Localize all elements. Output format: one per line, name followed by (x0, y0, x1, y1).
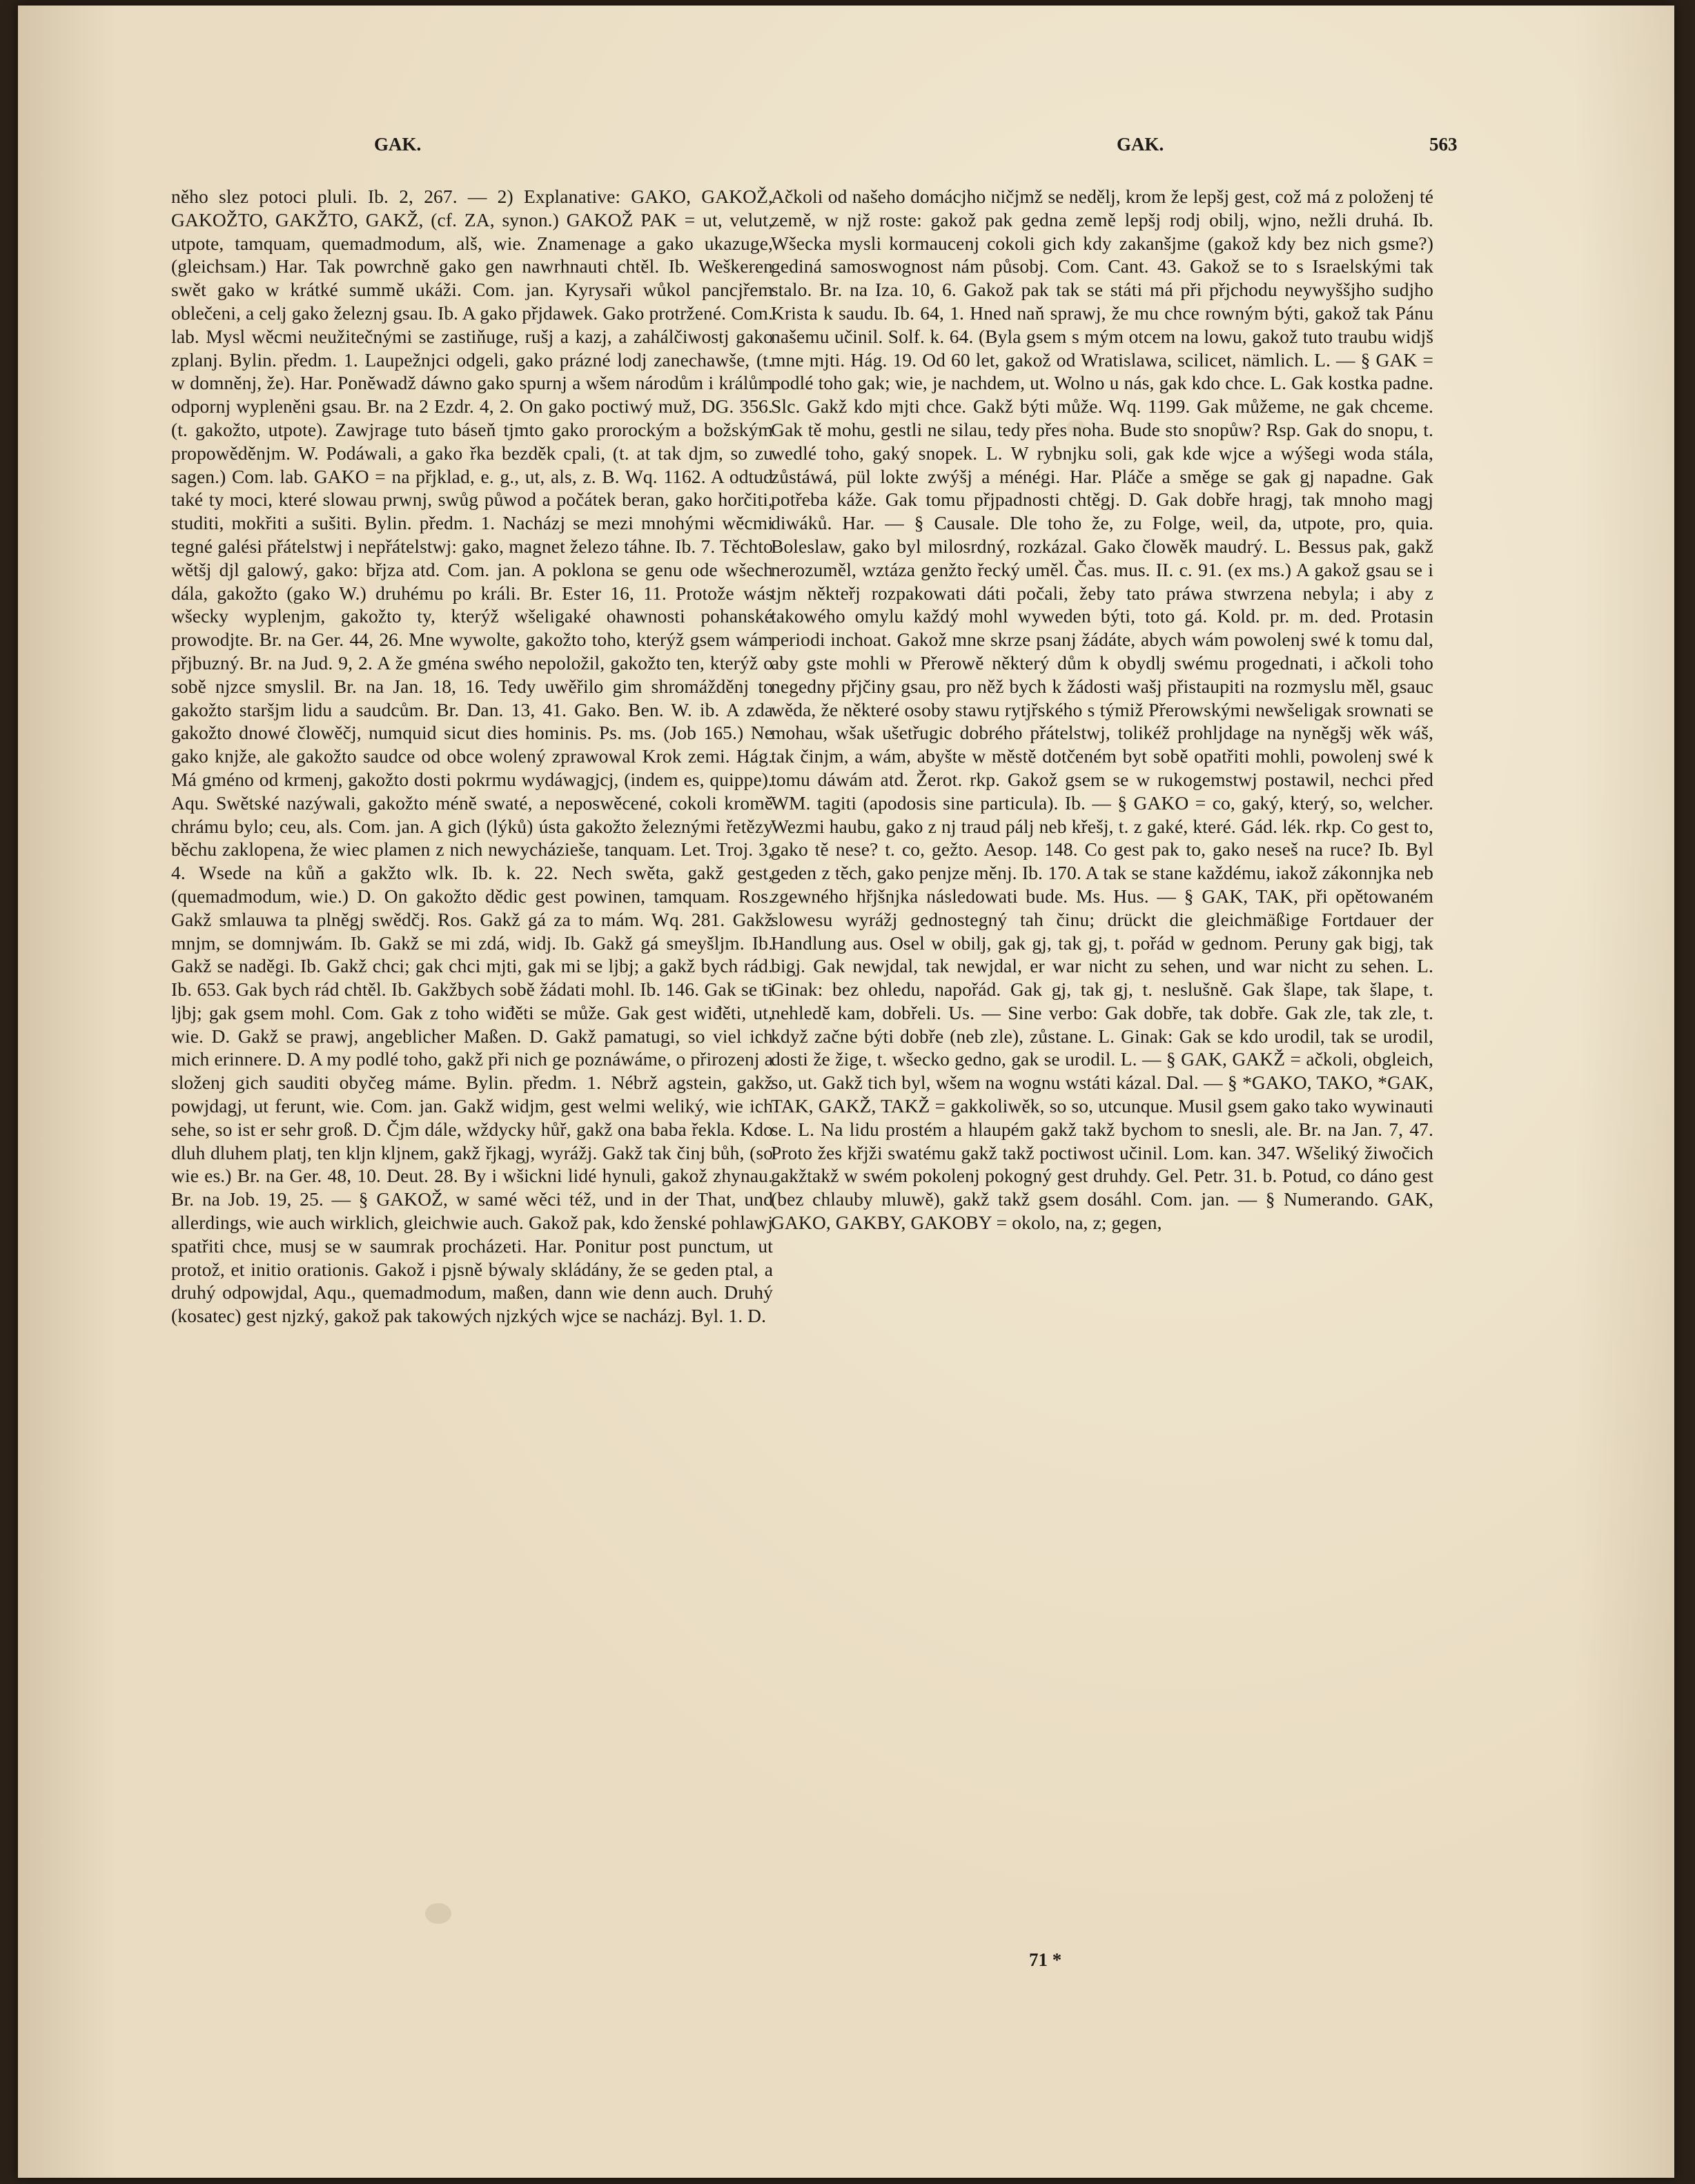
running-header (18, 134, 1674, 161)
dictionary-page (18, 6, 1674, 2178)
left-column-text: něho slez potoci pluli. Ib. 2, 267. — 2) Explanative: GAKO, GAKOŽ, GAKOŽTO, GAKŽTO, GAKŽ, (cf. ZA, synon.) GAKOŽ PAK = ut, velut, utpote, tamquam, quemadmodum, alš, wie. Znamenage a gako ukazuge, (gleichsam.) Har. Tak powrchně gako gen nawrhnauti chtěl. Ib. Weškeren swět gako w krátké summě ukáži. Com. jan. Kyrysaři wůkol pancjřem oblečeni, a celj gako železnj gsau. Ib. A gako přjdawek. Gako protržené. Com. lab. Mysl wěcmi neužitečnými se zastiňuge, rušj a kazj, a zahálčiwostj gako zplanj. Bylin. předm. 1. Laupežnjci odgeli, gako prázné lodj zanechawše, (t. w domněnj, že). Har. Poněwadž dáwno gako spurnj a wšem národům i králům odpornj wypleněni gsau. Br. na 2 Ezdr. 4, 2. On gako poctiwý muž, DG. 356. (t. gakožto, utpote). Zawjrage tuto báseň tjmto gako prorockým a božským propowěděnjm. W. Podáwali, a gako řka bezděk cpali, (t. at tak djm, so zu sagen.) Com. lab. GAKO = na přjklad, e. g., ut, als, z. B. Wq. 1162. A odtud také ty moci, které slowau prwnj, swůg půwod a počátek beran, gako horčiti, studiti, mokřiti a sušiti. Bylin. předm. 1. Nacházj se mezi mnohými wěcmi tegné galési přátelstwj i nepřátelstwj: gako, magnet železo táhne. Ib. 7. Těchto wětšj djl galowý, gako: břjza atd. Com. jan. A poklona se genu ode wšech dála, gakožto (gako W.) druhému po králi. Br. Ester 16, 11. Protože wás wšecky wyplenjm, gakožto ty, kterýž wšeligaké ohawnosti pohanské prowodjte. Br. na Ger. 44, 26. Mne wywolte, gakožto toho, kterýž gsem wám přjbuzný. Br. na Jud. 9, 2. A že gména swého nepoložil, gakožto ten, kterýž o sobě njzce smyslil. Br. na Jan. 18, 16. Tedy uwěřilo gim shromážděnj to gakožto staršjm lidu a saudcům. Br. Dan. 13, 41. Gako. Ben. W. ib. A zda gakožto dnowé člowěčj, numquid sicut dies hominis. Ps. ms. (Job 165.) Ne gako knjže, ale gakožto saudce od obce wolený zprawowal Krok zemi. Hág. Má gméno od krmenj, gakožto dosti pokrmu wydáwagjcj, (indem es, quippe). Aqu. Swětské nazýwali, gakožto méně swaté, a neposwěcené, cokoli kromě chrámu bylo; ceu, als. Com. jan. A gich (lýků) ústa gakožto železnými řetězy běchu zaklopena, že wiec plamen z nich newycházieše, tanquam. Let. Troj. 3, 4. Wsede na kůň a gakžto wlk. Ib. k. 22. Nech swěta, gakž gest, (quemadmodum, wie.) D. On gakožto dědic gest powinen, tamquam. Ros. Gakž smlauwa ta plněgj swědčj. Ros. Gakž gá za to mám. Wq. 281. Gakž mnjm, se domnjwám. Ib. Gakž se mi zdá, widj. Ib. Gakž gá smeyšljm. Ib. Gakž se naděgi. Ib. Gakž chci; gak chci mjti, gak mi se ljbj; a gakž bych rád. Ib. 653. Gak bych rád chtěl. Ib. Gakžbych sobě žádati mohl. Ib. 146. Gak se ti ljbj; gak gsem mohl. Com. Gak z toho wiđěti se může. Gak gest wiđěti, ut, wie. D. Gakž se prawj, angeblicher Maßen. D. Gakž pamatugi, so viel ich mich erinnere. D. A my podlé toho, gakž při nich ge poznáwáme, o přirozenj a složenj gich sauditi obyčeg máme. Bylin. předm. 1. Nébrž agstein, gakž powjdagj, ut ferunt, wie. Com. jan. Gakž widjm, gest welmi weliký, wie ich sehe, so ist er sehr groß. D. Čjm dále, wždycky hůř, gakž ona baba řekla. Kdo dluh dluhem platj, ten kljn kljnem, gakž řjkagj, wyrážj. Gakž tak činj bůh, (so wie es.) Br. na Ger. 48, 10. Deut. 28. By i wšickni lidé hynuli, gakož zhynau. Br. na Job. 19, 25. — § GAKOŽ, w samé wěci též, und in der That, und allerdings, wie auch wirklich, gleichwie auch. Gakož pak, kdo ženské pohlawj spatřiti chce, musj se w saumrak procházeti. Har. Ponitur post punctum, ut protož, et initio orationis. Gakož i pjsně býwaly skládány, že se geden ptal, a druhý odpowjdal, Aqu., quemadmodum, maßen, dann wie denn auch. Druhý (kosatec) gest njzký, gakož pak takowých njzkých wjce se nacházj. Byl. 1. D. (171, 186, 773, 1327)
headword-right: GAK. (1117, 134, 1164, 155)
page-number: 563 (1429, 134, 1458, 155)
headword-left: GAK. (374, 134, 422, 155)
right-column-text: Ačkoli od našeho domácjho ničjmž se nedělj, krom že lepšj gest, což má z položenj té země, w njž roste: gakož pak gedna země lepšj rodj obilj, wjno, nežli druhá. Ib. Wšecka mysli kormaucenj cokoli gich kdy zakanšjme (gakož kdy bez nich gsme?) gediná samoswognost nám působj. Com. Cant. 43. Gakož se to s Israelskými tak stalo. Br. na Iza. 10, 6. Gakož pak tak se státi má při přjchodu neywyššjho sudjho Krista k saudu. Ib. 64, 1. Hned naň sprawj, že mu chce rowným býti, gakož tak Pánu našemu učinil. Solf. k. 64. (Byla gsem s mým otcem na lowu, gakož tuto traubu widjš mne mjti. Hág. 19. Od 60 let, gakož od Wratislawa, scilicet, nämlich. L. — § GAK = podlé toho gak; wie, je nachdem, ut. Wolno u nás, gak kdo chce. L. Gak kostka padne. Slc. Gakž kdo mjti chce. Gakž býti může. Wq. 1199. Gak můžeme, ne gak chceme. Gak tě mohu, gestli ne silau, tedy přes noha. Bude sto snopůw? Rsp. Gak do snopu, t. wedlé toho, gaký snopek. L. W rybnjku soli, gak kde wjce a wýšegi woda stála, zůstáwá, pül lokte zwýšj a ménégi. Har. Pláče a směge se gak gj napadne. Gak potřeba káže. Gak tomu přjpadnosti chtěgj. D. Gak dobře hragj, tak mnoho magj diwáků. Har. — § Causale. Dle toho že, zu Folge, weil, da, utpote, pro, quia. Boleslaw, gako byl milosrdný, rozkázal. Gako člowěk maudrý. L. Bessus pak, gakž nerozuměl, wztáza genžto řecký uměl. Čas. mus. II. c. 91. (ex ms.) A gakož gsau se i tjm někteřj rozpakowati dáti počali, žeby tato práwa stwrzena nebyla; i aby z takowého omylu každý mohl wyweden býti, toto gá. Kold. pr. m. ded. Protasin periodi inchoat. Gakož mne skrze psanj žádáte, abych wám powolenj swé k tomu dal, aby gste mohli w Přerowě některý dům k obydlj swému progednati, i ačkoli toho negedny přjčiny gsau, pro něž bych k žádosti wašj přistaupiti na rozmyslu měl, gsauc wěda, že některé osoby stawu rytjřského s týmiž Přerowskými newšeligak srownati se mohau, wšak ušetřugic dobrého přátelstwj, tolikéž prohljdage na nyněgšj wěk wáš, tak činjm, a wám, abyšte w městě dotčeném byt sobě opatřiti mohli, powolenj swé k tomu dáwám atd. Žerot. rkp. Gakož gsem se w rukogemstwj postawil, nechci před WM. tagiti (apodosis sine particula). Ib. — § GAKO = co, gaký, který, so, welcher. Wezmi haubu, gako z nj traud pálj neb křešj, t. z gaké, které. Gád. lék. rkp. Co gest to, gako tě nese? t. co, gežto. Aesop. 148. Co gest pak to, gako neseš na ruce? Ib. Byl geden z těch, gako penjze měnj. Ib. 170. A tak se stane každému, iakož zákonnjka neb zgewného hřjšnjka následowati bude. Ms. Hus. — § GAK, TAK, při opětowaném slowesu wyrážj gednostegný tah činu; drückt die gleichmäßige Fortdauer der Handlung aus. Osel w obilj, gak gj, tak gj, t. pořád w gednom. Peruny gak bigj, tak bigj. Gak newjdal, tak newjdal, er war nicht zu sehen, und war nicht zu sehen. L. Ginak: bez ohledu, napořád. Gak gj, tak gj, t. neslušně. Gak šlape, tak šlape, t. nehledě kam, dobřeli. Us. — Sine verbo: Gak dobře, tak dobře. Gak zle, tak zle, t. když začne býti dobře (neb zle), zůstane. L. Ginak: Gak se kdo urodil, tak se urodil, dosti že žige, t. wšecko gedno, gak se urodil. L. — § GAK, GAKŽ = ačkoli, obgleich, so, ut. Gakž tich byl, wšem na wognu wstáti kázal. Dal. — § *GAKO, TAKO, *GAK, TAK, GAKŽ, TAKŽ = gakkoliwěk, so so, utcunque. Musil gsem gako tako wywinauti se. L. Na lidu prostém a hlaupém gakž takž bychom to snesli, ale. Br. na Jan. 7, 47. Proto žes křjži swatému gakž takž poctiwost učinil. Lom. kan. 347. Wšeliký žiwočich gakžtakž w swém pokolenj pokogný gest druhdy. Gel. Petr. 31. b. Potud, co dáno gest (bez chlauby mluwě), gakž takž gsem dosáhl. Com. jan. — § Numerando. GAK, GAKO, GAKBY, GAKOBY = okolo, na, z; gegen, (771, 186, 1433, 1234)
signature-mark: 71 * (1029, 1949, 1062, 1970)
